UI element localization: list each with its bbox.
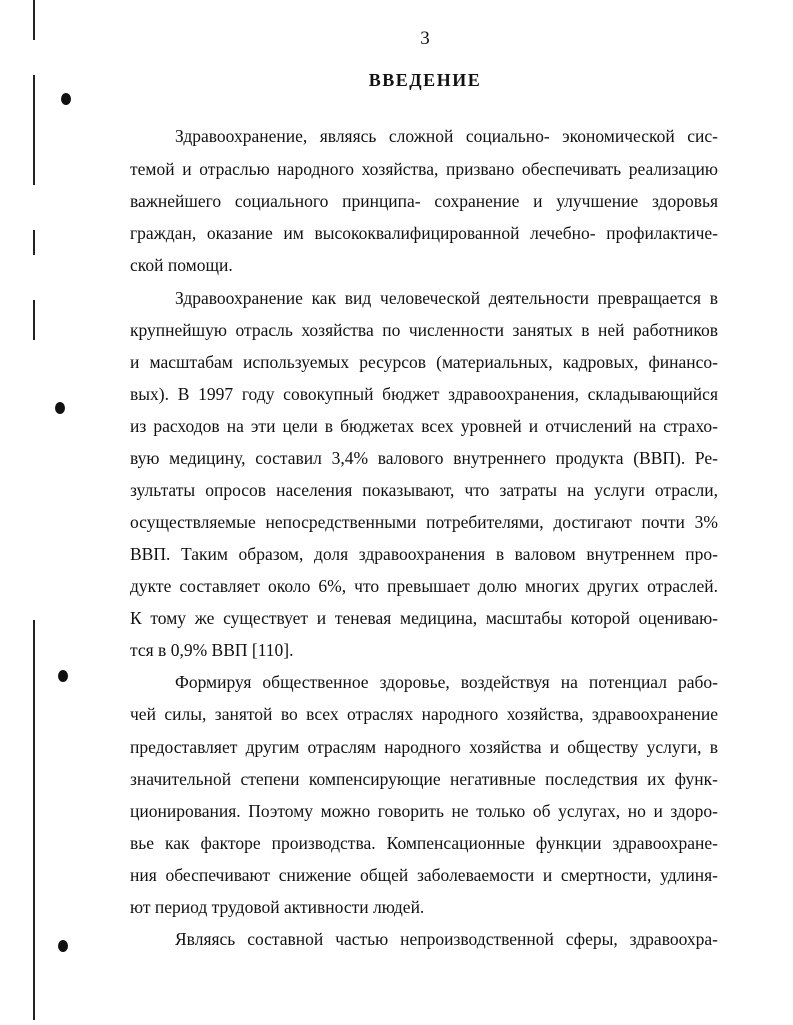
paragraph-line: предоставляет другим отраслям народного хозяйства и обществу услуги, в xyxy=(130,737,718,757)
paragraph-line: ционирования. Поэтому можно говорить не только об услугах, но и здоро- xyxy=(130,801,718,821)
paragraph-line: значительной степени компенсирующие негативные последствия их функ- xyxy=(130,769,718,789)
paragraph-line: крупнейшую отрасль хозяйства по численности занятых в ней работников xyxy=(130,320,718,340)
page-number: 3 xyxy=(420,28,430,49)
page-title: ВВЕДЕНИЕ xyxy=(368,70,482,90)
paragraph-line: ния обеспечивают снижение общей заболеваемости и смертности, удлиня- xyxy=(130,865,718,885)
binder-hole-icon xyxy=(55,402,65,414)
binder-hole-icon xyxy=(58,940,68,952)
scan-margin-line xyxy=(33,230,35,255)
binder-hole-icon xyxy=(61,93,71,105)
paragraph-line: из расходов на эти цели в бюджетах всех уровней и отчислений на страхо- xyxy=(130,416,718,436)
paragraph-line: осуществляемые непосредственными потребителями, достигают почти 3% xyxy=(130,512,718,532)
paragraph-line: вую медицину, составил 3,4% валового внутреннего продукта (ВВП). Ре- xyxy=(130,448,718,468)
paragraph-line: темой и отраслью народного хозяйства, призвано обеспечивать реализацию xyxy=(130,159,718,179)
paragraph-line: вье как факторе производства. Компенсационные функции здравоохране- xyxy=(130,833,718,853)
paragraph-line: ют период трудовой активности людей. xyxy=(130,897,425,917)
paragraph-line: Здравоохранение как вид человеческой деятельности превращается в xyxy=(175,288,718,308)
paragraph-line: Являясь составной частью непроизводственной сферы, здравоохра- xyxy=(175,929,718,949)
paragraph-line: ской помощи. xyxy=(130,255,233,275)
paragraph-line: тся в 0,9% ВВП [110]. xyxy=(130,640,294,660)
paragraph-line: важнейшего социального принципа- сохранение и улучшение здоровья xyxy=(130,191,718,211)
paragraph-line: ВВП. Таким образом, доля здравоохранения в валовом внутреннем про- xyxy=(130,544,718,564)
scan-margin-line xyxy=(33,620,35,1020)
paragraph-line: К тому же существует и теневая медицина, масштабы которой оцениваю- xyxy=(130,608,718,628)
paragraph-line: чей силы, занятой во всех отраслях народного хозяйства, здравоохранение xyxy=(130,704,718,724)
scan-margin-line xyxy=(33,75,35,185)
paragraph-line: граждан, оказание им высококвалифицированной лечебно- профилактиче- xyxy=(130,223,718,243)
paragraph-line: дукте составляет около 6%, что превышает долю многих других отраслей. xyxy=(130,576,718,596)
scan-margin-line xyxy=(33,300,35,340)
paragraph-line: зультаты опросов населения показывают, что затраты на услуги отрасли, xyxy=(130,480,718,500)
paragraph-line: Формируя общественное здоровье, воздействуя на потенциал рабо- xyxy=(175,672,718,692)
paragraph-line: Здравоохранение, являясь сложной социально- экономической сис- xyxy=(175,126,718,146)
paragraph-line: вых). В 1997 году совокупный бюджет здравоохранения, складывающийся xyxy=(130,384,718,404)
paragraph-line: и масштабам используемых ресурсов (материальных, кадровых, финансо- xyxy=(130,352,718,372)
binder-hole-icon xyxy=(58,670,68,682)
